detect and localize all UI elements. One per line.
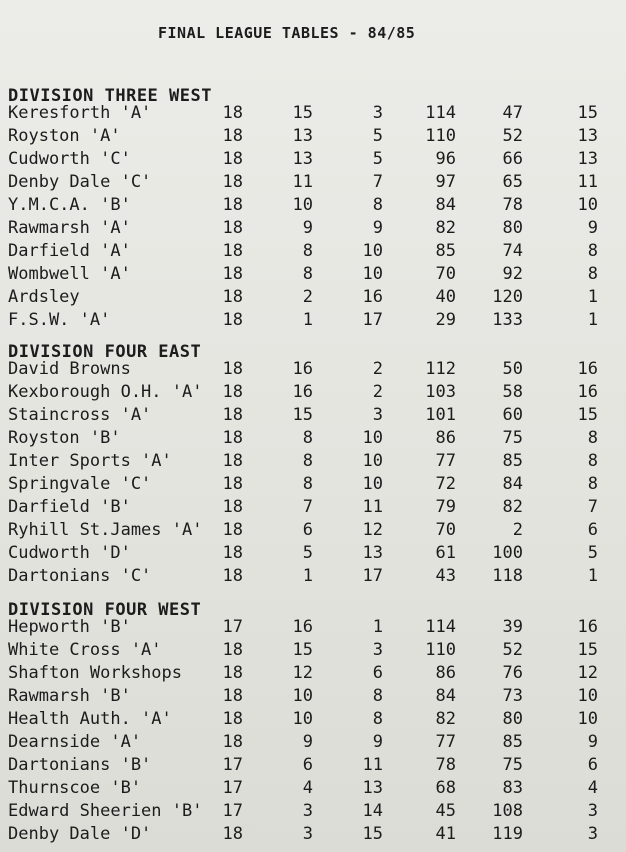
- team-name-cell: Rawmarsh 'A': [8, 218, 131, 238]
- points-against-cell: 118: [492, 566, 523, 586]
- lost-cell: 7: [372, 172, 383, 192]
- played-cell: 18: [222, 474, 243, 494]
- played-cell: 17: [222, 801, 243, 821]
- won-cell: 7: [302, 497, 313, 517]
- won-cell: 10: [292, 686, 313, 706]
- table-row: [0, 754, 626, 776]
- played-cell: 18: [222, 497, 243, 517]
- points-for-cell: 110: [425, 126, 456, 146]
- points-cell: 8: [587, 474, 598, 494]
- points-for-cell: 103: [425, 382, 456, 402]
- won-cell: 9: [302, 218, 313, 238]
- lost-cell: 8: [372, 709, 383, 729]
- team-name-cell: Staincross 'A': [8, 405, 152, 425]
- played-cell: 18: [222, 663, 243, 683]
- won-cell: 10: [292, 195, 313, 215]
- played-cell: 17: [222, 617, 243, 637]
- table-row: [0, 148, 626, 170]
- points-for-cell: 78: [435, 755, 456, 775]
- points-against-cell: 66: [502, 149, 523, 169]
- won-cell: 8: [302, 264, 313, 284]
- table-row: [0, 217, 626, 239]
- table-row: [0, 685, 626, 707]
- points-cell: 3: [587, 801, 598, 821]
- lost-cell: 8: [372, 686, 383, 706]
- table-row: [0, 616, 626, 638]
- points-for-cell: 70: [435, 264, 456, 284]
- won-cell: 12: [292, 663, 313, 683]
- points-against-cell: 78: [502, 195, 523, 215]
- table-row: [0, 496, 626, 518]
- table-row: [0, 309, 626, 331]
- points-against-cell: 76: [502, 663, 523, 683]
- points-against-cell: 85: [502, 451, 523, 471]
- points-against-cell: 52: [502, 640, 523, 660]
- played-cell: 18: [222, 172, 243, 192]
- played-cell: 18: [222, 195, 243, 215]
- lost-cell: 1: [372, 617, 383, 637]
- points-against-cell: 133: [492, 310, 523, 330]
- lost-cell: 12: [362, 520, 383, 540]
- won-cell: 1: [302, 310, 313, 330]
- points-against-cell: 52: [502, 126, 523, 146]
- team-name-cell: Kexborough O.H. 'A': [8, 382, 203, 402]
- points-cell: 10: [577, 195, 598, 215]
- table-row: [0, 171, 626, 193]
- team-name-cell: Royston 'B': [8, 428, 121, 448]
- points-cell: 15: [577, 405, 598, 425]
- team-name-cell: Thurnscoe 'B': [8, 778, 142, 798]
- points-for-cell: 45: [435, 801, 456, 821]
- points-against-cell: 73: [502, 686, 523, 706]
- won-cell: 13: [292, 149, 313, 169]
- points-against-cell: 119: [492, 824, 523, 844]
- team-name-cell: Inter Sports 'A': [8, 451, 172, 471]
- points-cell: 5: [587, 543, 598, 563]
- team-name-cell: White Cross 'A': [8, 640, 162, 660]
- points-cell: 6: [587, 520, 598, 540]
- table-row: [0, 708, 626, 730]
- points-against-cell: 74: [502, 241, 523, 261]
- points-against-cell: 58: [502, 382, 523, 402]
- points-for-cell: 114: [425, 617, 456, 637]
- played-cell: 17: [222, 778, 243, 798]
- points-cell: 8: [587, 264, 598, 284]
- points-for-cell: 82: [435, 709, 456, 729]
- points-against-cell: 83: [502, 778, 523, 798]
- points-cell: 3: [587, 824, 598, 844]
- table-row: [0, 800, 626, 822]
- played-cell: 18: [222, 310, 243, 330]
- played-cell: 18: [222, 451, 243, 471]
- won-cell: 9: [302, 732, 313, 752]
- won-cell: 15: [292, 405, 313, 425]
- points-against-cell: 108: [492, 801, 523, 821]
- points-for-cell: 40: [435, 287, 456, 307]
- team-name-cell: Hepworth 'B': [8, 617, 131, 637]
- team-name-cell: Edward Sheerien 'B': [8, 801, 203, 821]
- lost-cell: 10: [362, 451, 383, 471]
- points-cell: 16: [577, 359, 598, 379]
- points-for-cell: 112: [425, 359, 456, 379]
- points-cell: 8: [587, 451, 598, 471]
- points-cell: 1: [587, 310, 598, 330]
- points-cell: 8: [587, 428, 598, 448]
- played-cell: 18: [222, 428, 243, 448]
- lost-cell: 13: [362, 778, 383, 798]
- points-for-cell: 79: [435, 497, 456, 517]
- points-for-cell: 70: [435, 520, 456, 540]
- won-cell: 2: [302, 287, 313, 307]
- points-cell: 11: [577, 172, 598, 192]
- won-cell: 1: [302, 566, 313, 586]
- won-cell: 6: [302, 755, 313, 775]
- won-cell: 16: [292, 382, 313, 402]
- lost-cell: 10: [362, 264, 383, 284]
- lost-cell: 3: [372, 640, 383, 660]
- lost-cell: 14: [362, 801, 383, 821]
- points-against-cell: 80: [502, 709, 523, 729]
- lost-cell: 11: [362, 755, 383, 775]
- lost-cell: 6: [372, 663, 383, 683]
- won-cell: 16: [292, 359, 313, 379]
- team-name-cell: Shafton Workshops: [8, 663, 182, 683]
- lost-cell: 9: [372, 218, 383, 238]
- points-cell: 6: [587, 755, 598, 775]
- points-against-cell: 65: [502, 172, 523, 192]
- table-row: [0, 125, 626, 147]
- team-name-cell: Cudworth 'C': [8, 149, 131, 169]
- points-for-cell: 68: [435, 778, 456, 798]
- played-cell: 18: [222, 520, 243, 540]
- played-cell: 18: [222, 709, 243, 729]
- points-for-cell: 41: [435, 824, 456, 844]
- lost-cell: 2: [372, 382, 383, 402]
- team-name-cell: Ryhill St.James 'A': [8, 520, 203, 540]
- played-cell: 18: [222, 640, 243, 660]
- table-row: [0, 194, 626, 216]
- points-for-cell: 72: [435, 474, 456, 494]
- points-cell: 15: [577, 640, 598, 660]
- won-cell: 8: [302, 451, 313, 471]
- team-name-cell: Wombwell 'A': [8, 264, 131, 284]
- team-name-cell: Health Auth. 'A': [8, 709, 172, 729]
- team-name-cell: Dartonians 'B': [8, 755, 152, 775]
- table-row: [0, 427, 626, 449]
- lost-cell: 15: [362, 824, 383, 844]
- played-cell: 18: [222, 287, 243, 307]
- won-cell: 15: [292, 103, 313, 123]
- played-cell: 18: [222, 566, 243, 586]
- points-cell: 9: [587, 218, 598, 238]
- points-for-cell: 77: [435, 732, 456, 752]
- points-cell: 15: [577, 103, 598, 123]
- table-row: [0, 358, 626, 380]
- won-cell: 3: [302, 801, 313, 821]
- lost-cell: 17: [362, 310, 383, 330]
- team-name-cell: Dearnside 'A': [8, 732, 142, 752]
- won-cell: 15: [292, 640, 313, 660]
- lost-cell: 11: [362, 497, 383, 517]
- team-name-cell: Rawmarsh 'B': [8, 686, 131, 706]
- points-against-cell: 84: [502, 474, 523, 494]
- team-name-cell: F.S.W. 'A': [8, 310, 111, 330]
- played-cell: 18: [222, 218, 243, 238]
- points-against-cell: 2: [512, 520, 523, 540]
- lost-cell: 9: [372, 732, 383, 752]
- won-cell: 10: [292, 709, 313, 729]
- played-cell: 18: [222, 241, 243, 261]
- points-for-cell: 114: [425, 103, 456, 123]
- lost-cell: 3: [372, 103, 383, 123]
- lost-cell: 10: [362, 241, 383, 261]
- points-for-cell: 77: [435, 451, 456, 471]
- played-cell: 18: [222, 264, 243, 284]
- points-cell: 13: [577, 126, 598, 146]
- points-cell: 10: [577, 686, 598, 706]
- team-name-cell: Ardsley: [8, 287, 80, 307]
- won-cell: 16: [292, 617, 313, 637]
- points-for-cell: 82: [435, 218, 456, 238]
- points-against-cell: 60: [502, 405, 523, 425]
- points-for-cell: 110: [425, 640, 456, 660]
- table-row: [0, 404, 626, 426]
- lost-cell: 5: [372, 149, 383, 169]
- table-row: [0, 731, 626, 753]
- table-row: [0, 286, 626, 308]
- table-row: [0, 263, 626, 285]
- team-name-cell: David Browns: [8, 359, 131, 379]
- played-cell: 18: [222, 149, 243, 169]
- team-name-cell: Denby Dale 'C': [8, 172, 152, 192]
- points-cell: 9: [587, 732, 598, 752]
- points-against-cell: 100: [492, 543, 523, 563]
- won-cell: 8: [302, 241, 313, 261]
- played-cell: 18: [222, 126, 243, 146]
- points-against-cell: 82: [502, 497, 523, 517]
- won-cell: 8: [302, 474, 313, 494]
- team-name-cell: Cudworth 'D': [8, 543, 131, 563]
- table-row: [0, 777, 626, 799]
- points-for-cell: 97: [435, 172, 456, 192]
- won-cell: 3: [302, 824, 313, 844]
- team-name-cell: Darfield 'A': [8, 241, 131, 261]
- division-heading: DIVISION FOUR EAST: [8, 342, 202, 362]
- played-cell: 18: [222, 732, 243, 752]
- points-against-cell: 120: [492, 287, 523, 307]
- won-cell: 5: [302, 543, 313, 563]
- points-cell: 1: [587, 566, 598, 586]
- points-against-cell: 50: [502, 359, 523, 379]
- points-against-cell: 47: [502, 103, 523, 123]
- points-cell: 16: [577, 382, 598, 402]
- points-cell: 12: [577, 663, 598, 683]
- division-heading: DIVISION THREE WEST: [8, 86, 212, 106]
- won-cell: 11: [292, 172, 313, 192]
- team-name-cell: Y.M.C.A. 'B': [8, 195, 131, 215]
- won-cell: 8: [302, 428, 313, 448]
- played-cell: 18: [222, 405, 243, 425]
- team-name-cell: Dartonians 'C': [8, 566, 152, 586]
- played-cell: 18: [222, 824, 243, 844]
- won-cell: 6: [302, 520, 313, 540]
- points-against-cell: 92: [502, 264, 523, 284]
- table-row: [0, 450, 626, 472]
- lost-cell: 10: [362, 474, 383, 494]
- points-against-cell: 80: [502, 218, 523, 238]
- points-cell: 7: [587, 497, 598, 517]
- table-row: [0, 473, 626, 495]
- points-cell: 8: [587, 241, 598, 261]
- points-cell: 16: [577, 617, 598, 637]
- lost-cell: 3: [372, 405, 383, 425]
- lost-cell: 8: [372, 195, 383, 215]
- points-for-cell: 101: [425, 405, 456, 425]
- team-name-cell: Royston 'A': [8, 126, 121, 146]
- team-name-cell: Darfield 'B': [8, 497, 131, 517]
- lost-cell: 13: [362, 543, 383, 563]
- points-for-cell: 43: [435, 566, 456, 586]
- table-row: [0, 519, 626, 541]
- points-cell: 13: [577, 149, 598, 169]
- won-cell: 13: [292, 126, 313, 146]
- lost-cell: 5: [372, 126, 383, 146]
- page-title: FINAL LEAGUE TABLES - 84/85: [158, 24, 416, 42]
- points-for-cell: 86: [435, 663, 456, 683]
- points-against-cell: 39: [502, 617, 523, 637]
- played-cell: 18: [222, 359, 243, 379]
- points-for-cell: 85: [435, 241, 456, 261]
- table-row: [0, 381, 626, 403]
- lost-cell: 16: [362, 287, 383, 307]
- points-for-cell: 61: [435, 543, 456, 563]
- team-name-cell: Springvale 'C': [8, 474, 152, 494]
- points-against-cell: 85: [502, 732, 523, 752]
- played-cell: 18: [222, 543, 243, 563]
- played-cell: 17: [222, 755, 243, 775]
- table-row: [0, 662, 626, 684]
- table-row: [0, 542, 626, 564]
- points-for-cell: 86: [435, 428, 456, 448]
- table-row: [0, 639, 626, 661]
- lost-cell: 17: [362, 566, 383, 586]
- team-name-cell: Keresforth 'A': [8, 103, 152, 123]
- points-cell: 1: [587, 287, 598, 307]
- points-against-cell: 75: [502, 428, 523, 448]
- won-cell: 4: [302, 778, 313, 798]
- points-against-cell: 75: [502, 755, 523, 775]
- played-cell: 18: [222, 382, 243, 402]
- table-row: [0, 102, 626, 124]
- points-for-cell: 29: [435, 310, 456, 330]
- points-for-cell: 84: [435, 195, 456, 215]
- points-for-cell: 96: [435, 149, 456, 169]
- points-cell: 4: [587, 778, 598, 798]
- division-heading: DIVISION FOUR WEST: [8, 600, 202, 620]
- table-row: [0, 823, 626, 845]
- points-for-cell: 84: [435, 686, 456, 706]
- lost-cell: 2: [372, 359, 383, 379]
- team-name-cell: Denby Dale 'D': [8, 824, 152, 844]
- lost-cell: 10: [362, 428, 383, 448]
- played-cell: 18: [222, 103, 243, 123]
- table-row: [0, 240, 626, 262]
- points-cell: 10: [577, 709, 598, 729]
- table-row: [0, 565, 626, 587]
- played-cell: 18: [222, 686, 243, 706]
